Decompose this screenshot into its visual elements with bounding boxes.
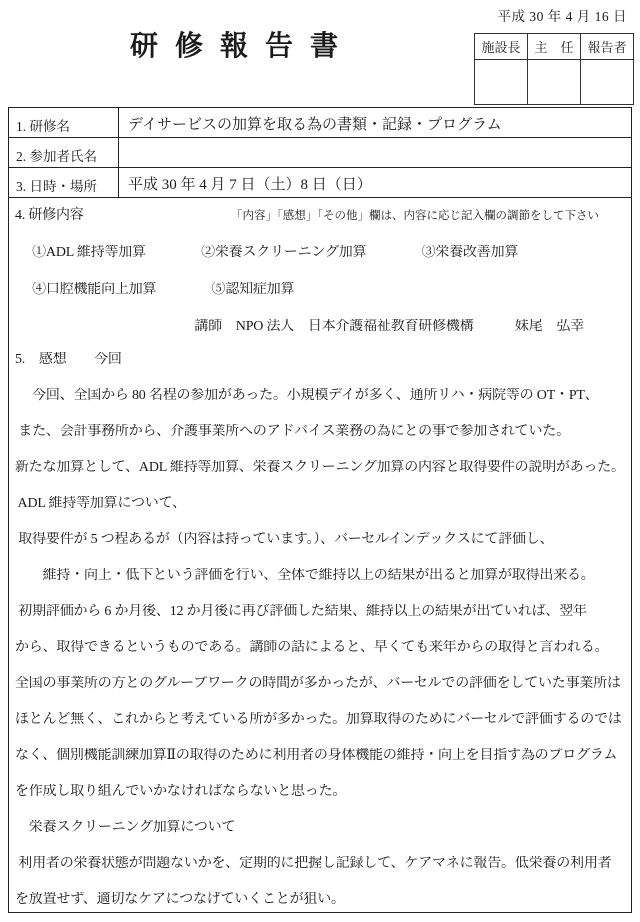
text-line: [15, 676, 627, 692]
dotted-underline-text: 講師: [15, 319, 222, 334]
plain-text: [15, 245, 32, 260]
field-label: 1. 研修名: [9, 108, 119, 137]
text-line: [15, 282, 627, 298]
dotted-underline-text: 今回: [15, 388, 60, 403]
plain-text: から、取得できるというものである。講師の話によると、早くても来年からの取得と言われる。: [15, 640, 609, 655]
plain-text: 、全国から 80 名程の参加があった。小規模デイが多く、通所リハ・病院等の OT・PT、: [59, 388, 599, 403]
section5-lines: [15, 352, 627, 908]
text-line: [15, 892, 627, 908]
dotted-underline-text: ADL 維持等加算について、: [15, 496, 193, 511]
dotted-underline-text: なく、: [15, 748, 57, 763]
plain-text: ほとんど無く、これからと考えている所が多かった。加算取得のためにバーセルで評価するのでは: [15, 712, 622, 727]
section4-note: 「内容」「感想」「その他」欄は、内容に応じ記入欄の調節をして下さい: [231, 210, 599, 222]
text-line: [15, 748, 627, 764]
dotted-underline-text: 初期評価から: [15, 604, 102, 619]
text-line: [15, 568, 627, 584]
field-value: [119, 138, 631, 167]
approval-stamp-cell: [475, 60, 528, 105]
dotted-underline-text: ⑤認知症: [211, 282, 267, 297]
plain-text: 5 つ程あるが（内容は持っています。）、バーセルインデックスにて評価し、: [87, 532, 554, 547]
text-line: [15, 640, 627, 656]
field-value: デイサービスの加算を取る為の書類・記録・プログラム: [128, 117, 502, 133]
text-line: [15, 712, 627, 728]
report-content-cell: [9, 198, 631, 908]
dotted-underline-text: また、: [15, 424, 60, 439]
text-line: [15, 856, 627, 872]
approval-stamp-cell: [528, 60, 581, 105]
field-label: 3. 日時・場所: [9, 168, 119, 197]
report-form-table: [8, 107, 632, 913]
section4-lines: [15, 245, 627, 335]
plain-text: を作成し取り組んでいかなければならないと思った。: [15, 784, 347, 799]
dotted-underline-text: 取得要件が: [15, 532, 88, 547]
text-line: [15, 532, 627, 548]
plain-text: 6 か月後、12 か月後に再び評価した結果、維持以上の結果が出ていれば、翌年: [101, 604, 587, 619]
page-title: 研修報告書: [130, 31, 356, 62]
plain-text: 加算: [266, 282, 295, 297]
approval-column-header: 主 任: [528, 34, 581, 60]
text-line: [15, 496, 627, 512]
text-line: [15, 424, 627, 440]
plain-text: ADL 維持等加算、栄養スクリーニング加算の内容と取得要件の説明があった。: [138, 460, 625, 475]
text-line: [15, 245, 627, 261]
dotted-underline-text: ④口腔機能向上加算: [32, 282, 157, 297]
plain-text: 個別機能訓練加算Ⅱの取得のために利用者の身体機能の維持・向上を目指す為のプログラム: [56, 748, 618, 763]
plain-text: 会計事務所から、介護事業所へのアドバイス業務の為にとの事で参加されていた。: [59, 424, 570, 439]
text-line: [15, 820, 627, 836]
section4-label: 4. 研修内容: [15, 208, 84, 223]
dotted-underline-text: ①ADL: [32, 245, 74, 260]
report-date: 平成 30 年 4 月 16 日: [497, 9, 627, 24]
text-line: [15, 352, 627, 368]
form-row: [9, 138, 631, 168]
form-row: [9, 168, 631, 198]
plain-text: 栄養スクリーニング加算について: [15, 820, 236, 835]
field-label: 2. 参加者氏名: [9, 138, 119, 167]
plain-text: [156, 282, 211, 297]
dotted-underline-text: 利用者の栄養状態: [15, 856, 129, 871]
plain-text: 維持・向上・低下という評価を行い、全体で維持以上の結果が出ると加算が取得出来る。: [15, 568, 595, 583]
plain-text: [15, 282, 32, 297]
field-value: 平成 30 年 4 月 7 日（土）8 日（日）: [128, 177, 372, 193]
plain-text: 妹尾 弘幸: [473, 319, 584, 334]
approval-column-header: 施設長: [475, 34, 528, 60]
text-line: [15, 388, 627, 404]
section4-header: [15, 208, 627, 224]
dotted-underline-text: 新たな加算として、: [15, 460, 139, 475]
dotted-underline-text: 5. 感想 今回: [15, 352, 177, 367]
plain-text: 全国の事業所の方とのグループワークの時間が多かったが、バーセルでの評価をしていた事業所は: [15, 676, 621, 691]
text-line: [15, 604, 627, 620]
text-line: [15, 460, 627, 476]
approval-column-header: 報告者: [581, 34, 634, 60]
plain-text: 維持等加算: [73, 245, 146, 260]
text-line: [15, 319, 627, 335]
plain-text: ②栄養スクリーニング加算: [145, 245, 367, 260]
plain-text: NPO 法人 日本介護福祉教育研修機構: [222, 319, 474, 334]
plain-text: が問題ないかを、定期的に把握し記録して、ケアマネに報告。低栄養の利用者: [128, 856, 612, 871]
plain-text: ③栄養改善加算: [366, 245, 519, 260]
approval-stamp-table: [474, 33, 634, 105]
plain-text: を放置せず、適切なケアにつなげていくことが狙い。: [15, 892, 345, 907]
form-row: [9, 108, 631, 138]
text-line: [15, 784, 627, 800]
approval-stamp-cell: [581, 60, 634, 105]
